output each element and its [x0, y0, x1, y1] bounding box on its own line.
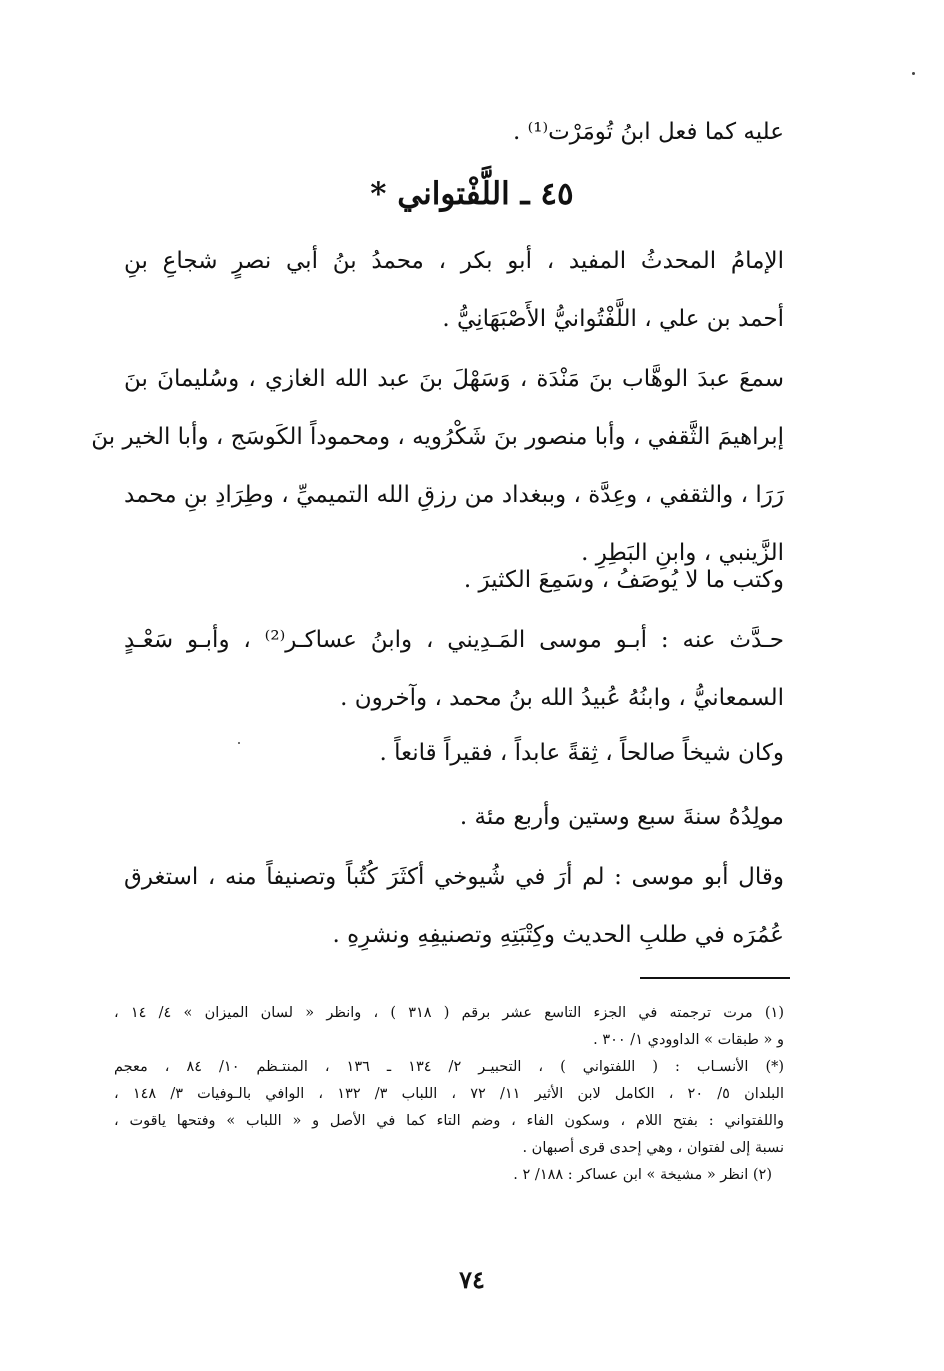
- footnote-line: البلدان ٥/ ٢٠ ، الكامل لابن الأثير ١١/ ٧٢ ، اللباب ٣/ ١٣٢ ، الوافي بالـوفيات ٣/ ١٤٨ ،: [114, 1086, 784, 1102]
- paragraph-line: وقال أبو موسى : لم أرَ في شُيوخي أكثَرَ كُتُباً وتصنيفاً منه ، استغرق: [124, 864, 784, 890]
- paragraph-1: [124, 232, 784, 348]
- paragraph-line: مولِدُهُ سنةَ سبع وستين وأربع مئة .: [459, 804, 784, 830]
- scan-speck: [238, 742, 240, 744]
- entry-heading: ٤٥ ـ اللَّفْتواني *: [370, 176, 574, 212]
- paragraph-line: السمعانيُّ ، وابنُهُ عُبيدُ الله بنُ محمد ، وآخرون .: [340, 685, 784, 711]
- continuation-line: عليه كما فعل ابنُ تُومَرْت⁽¹⁾ .: [512, 119, 784, 145]
- paragraph-line: وكتب ما لا يُوصَفُ ، وسَمِعَ الكثيرَ .: [463, 567, 784, 593]
- footnote-line: واللفتواني : بفتح اللام ، وسكون الفاء ، وضم التاء كما في الأصل و « اللباب » وفتحها ياقوت ،: [114, 1113, 784, 1129]
- paragraph-line: إبراهيمَ الثَّقفي ، وأبا منصور بنَ شَكْرُويه ، ومحموداً الكَوسَج ، وأبا الخير بنَ: [91, 424, 784, 450]
- scan-speck: [912, 72, 915, 75]
- footnote-line: و « طبقات » الداوودي ١/ ٣٠٠ .: [593, 1032, 784, 1048]
- footnote-separator: [640, 977, 790, 979]
- paragraph-2: [91, 350, 784, 582]
- continuation-line-block: [84, 103, 784, 161]
- page-number: ٧٤: [459, 1265, 485, 1294]
- paragraph-3: [124, 551, 784, 609]
- paragraph-line: الإمامُ المحدثُ المفيد ، أبو بكر ، محمدُ بنُ أبي نصرٍ شجاعِ بنِ: [124, 248, 784, 274]
- paragraph-line: الزَّينبي ، وابنِ البَطِرِ .: [581, 540, 784, 566]
- footnote-line: (١) مرت ترجمته في الجزء التاسع عشر برقم ( ٣١٨ ) ، وانظر « لسان الميزان » ٤/ ١٤ ،: [114, 1005, 784, 1021]
- paragraph-5: [124, 724, 784, 782]
- paragraph-line: عُمُرَه في طلبِ الحديث وكِتْبَتِهِ وتصنيفِهِ ونشرِهِ .: [332, 922, 784, 948]
- paragraph-7: [124, 848, 784, 964]
- paragraph-line: رَرَا ، والثقفي ، وعِدَّة ، وببغداد من رزقِ الله التميميِّ ، وطِرَادِ بنِ محمد: [124, 482, 784, 508]
- paragraph-line: وكان شيخاً صالحاً ، ثِقةً عابداً ، فقيراً قانعاً .: [379, 740, 784, 766]
- paragraph-line: أحمد بن علي ، اللَّفْتُوانيُّ الأَصْبَهَانِيُّ .: [442, 306, 784, 332]
- footnotes: [114, 1000, 784, 1189]
- paragraph-4: [124, 611, 784, 727]
- footnote-line: نسبة إلى لفتوان ، وهي إحدى قرى أصبهان .: [522, 1140, 784, 1156]
- paragraph-line: حـدَّث عنه : أبـو موسى المَـدِيني ، وابنُ عساكـر⁽²⁾ ، وأبـو سَعْـدٍ: [124, 627, 785, 653]
- footnote-line: (*) الأنسـاب : ( اللفتواني ) ، التحبيـر ٢/ ١٣٤ ـ ١٣٦ ، المنتـظم ١٠/ ٨٤ ، معجم: [114, 1059, 785, 1075]
- paragraph-6: [124, 788, 784, 846]
- paragraph-line: سمعَ عبدَ الوهَّاب بنَ مَنْدَة ، وَسَهْلَ بنَ عبد الله الغازي ، وسُليمانَ بنَ: [124, 366, 784, 392]
- footnote-line: (٢) انظر « مشيخة » ابن عساكر : ١٨٨/ ٢ .: [513, 1167, 772, 1183]
